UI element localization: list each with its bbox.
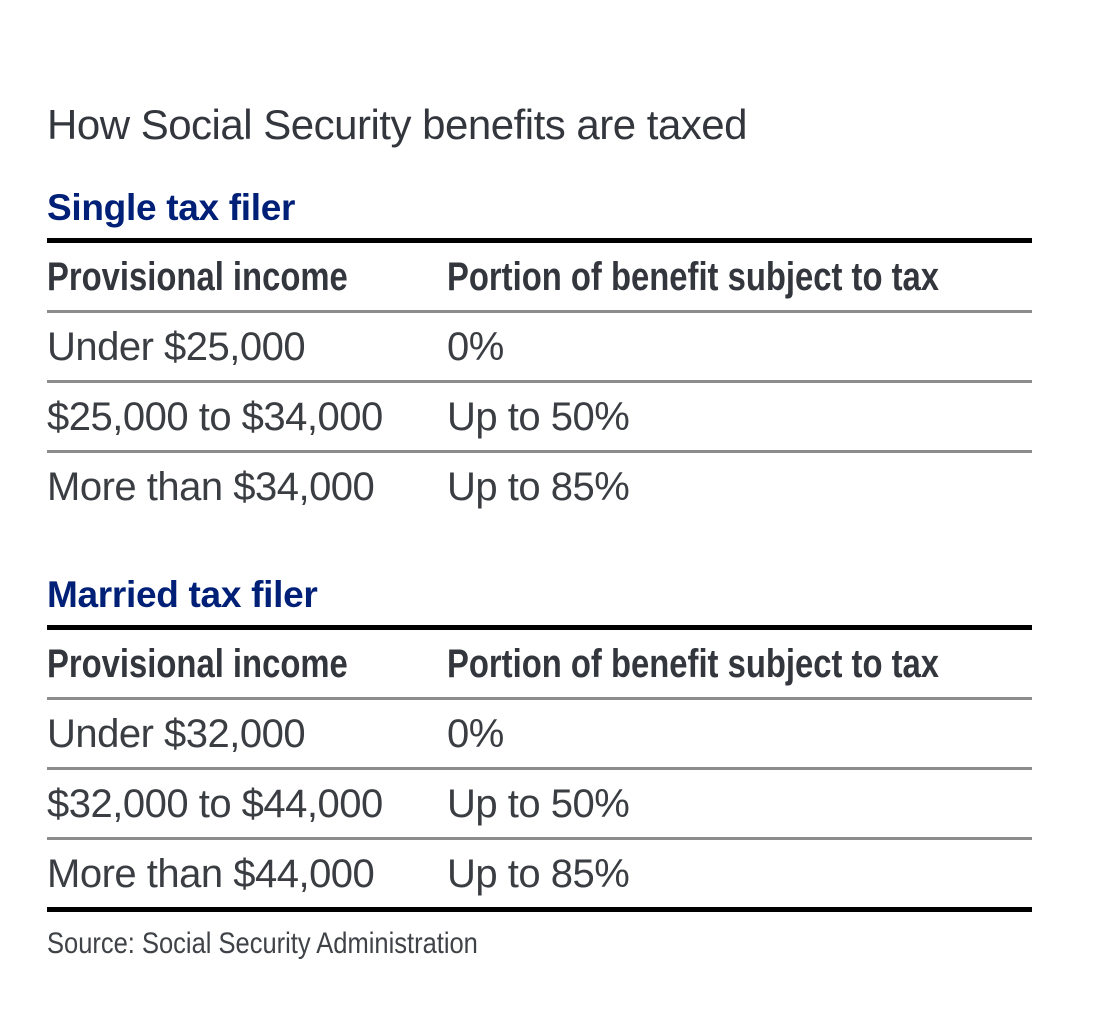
- provisional-income-cell: More than $44,000: [47, 851, 375, 896]
- table-row: [47, 312, 1032, 382]
- provisional-income-cell: Under $32,000: [47, 699, 447, 769]
- page-title: How Social Security benefits are taxed: [47, 101, 748, 148]
- single-filer-table: [47, 238, 1032, 520]
- column-header-label: Portion of benefit subject to tax: [447, 254, 940, 299]
- column-header-provisional-income: [47, 241, 447, 312]
- column-header-portion-taxed: [447, 241, 1032, 312]
- table-row: [47, 452, 1032, 521]
- column-header-portion-taxed: [447, 628, 1032, 699]
- tax-portion-cell: 0%: [447, 699, 1032, 769]
- table-header-row: [47, 241, 1032, 312]
- section-title-married: Married tax filer: [47, 574, 318, 615]
- table-row: [47, 769, 1032, 839]
- source-note-text: Source: Social Security Administration: [47, 927, 478, 960]
- column-header-label: Provisional income: [47, 254, 348, 299]
- table-row: [47, 382, 1032, 452]
- column-header-label: Provisional income: [47, 641, 348, 686]
- table-row: [47, 699, 1032, 769]
- single-filer-section: [47, 189, 1032, 520]
- married-filer-table: [47, 625, 1032, 912]
- provisional-income-cell: $32,000 to $44,000: [47, 769, 447, 839]
- provisional-income-cell: Under $25,000: [47, 312, 447, 382]
- section-title-single: Single tax filer: [47, 187, 296, 228]
- tax-portion-cell: Up to 50%: [447, 769, 1032, 839]
- tax-portion-cell: Up to 50%: [447, 382, 1032, 452]
- source-note: [47, 926, 1032, 962]
- tax-portion-cell: Up to 85%: [447, 851, 630, 896]
- provisional-income-cell: More than $34,000: [47, 464, 375, 509]
- table-row: [47, 839, 1032, 910]
- column-header-label: Portion of benefit subject to tax: [447, 641, 940, 686]
- column-header-provisional-income: [47, 628, 447, 699]
- married-filer-section: [47, 576, 1032, 912]
- tax-portion-cell: Up to 85%: [447, 464, 630, 509]
- table-header-row: [47, 628, 1032, 699]
- tax-portion-cell: 0%: [447, 312, 1032, 382]
- provisional-income-cell: $25,000 to $34,000: [47, 382, 447, 452]
